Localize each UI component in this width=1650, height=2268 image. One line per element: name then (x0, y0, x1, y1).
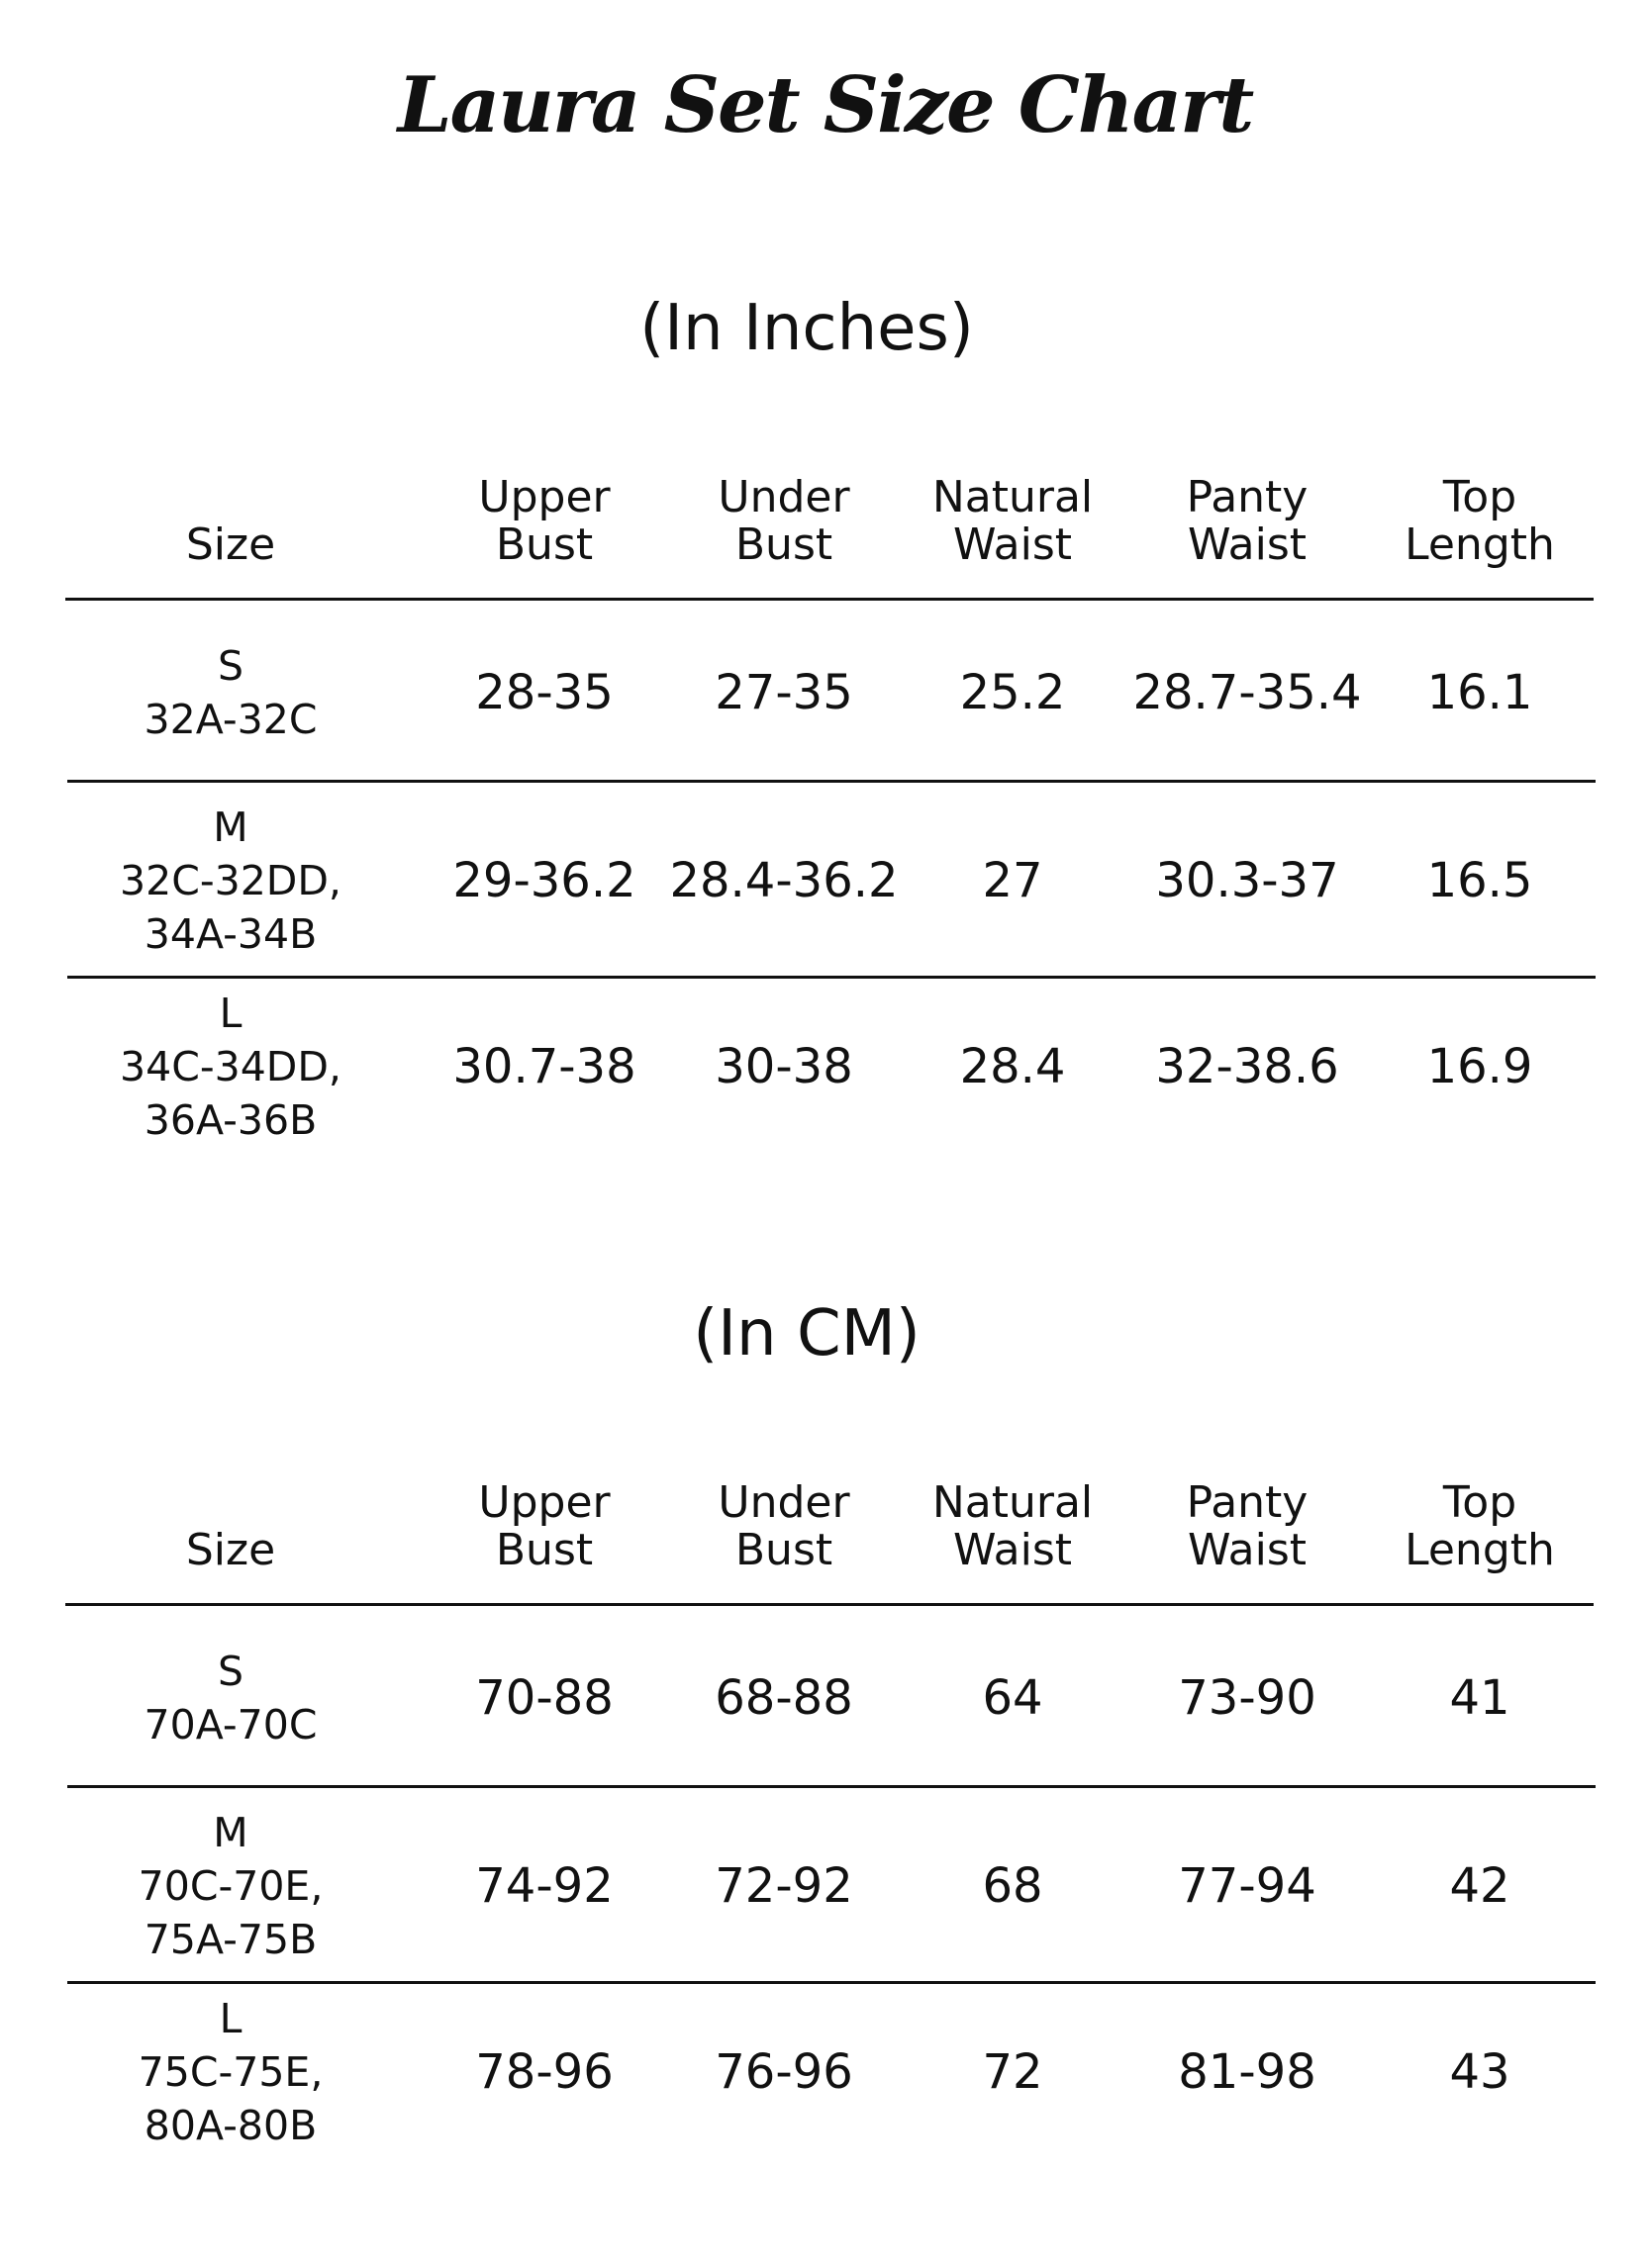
measurement-cell (715, 1041, 852, 1092)
measurement-value: 25.2 (959, 665, 1066, 720)
column-header-line: Waist (952, 1525, 1073, 1575)
size-cell-line: L (219, 990, 243, 1037)
column-header-line: Bust (734, 1525, 833, 1575)
measurement-value: 16.9 (1426, 1039, 1533, 1094)
column-header (478, 474, 610, 569)
size-cell-line: M (213, 1809, 248, 1856)
measurement-cell (715, 667, 852, 718)
measurement-value: 68 (982, 1858, 1043, 1914)
measurement-cell (960, 1041, 1066, 1092)
table-subtitle: (In CM) (693, 1297, 921, 1370)
measurement-value: 64 (982, 1670, 1043, 1726)
column-header-line: Top (1442, 472, 1517, 522)
size-cell (120, 987, 341, 1147)
column-header-line: Natural (931, 1477, 1094, 1528)
measurement-cell (1427, 855, 1533, 906)
measurement-value: 73-90 (1178, 1670, 1316, 1726)
measurement-value: 29-36.2 (452, 853, 636, 908)
column-header-line: Upper (478, 472, 611, 522)
measurement-value: 32-38.6 (1155, 1039, 1339, 1094)
column-header-line: Bust (495, 1525, 594, 1575)
column-header (718, 1479, 849, 1574)
measurement-value: 16.5 (1426, 853, 1533, 908)
column-header-line: Under (718, 1477, 850, 1528)
column-header-line: Length (1405, 520, 1555, 570)
measurement-cell (1449, 2046, 1509, 2098)
column-header-line: Waist (1187, 1525, 1308, 1575)
row-divider (67, 1785, 1596, 1788)
measurement-value: 72-92 (715, 1858, 853, 1914)
measurement-value: 76-96 (715, 2044, 853, 2100)
measurement-value: 28.7-35.4 (1132, 665, 1362, 720)
measurement-cell (475, 1860, 613, 1912)
measurement-cell (475, 1672, 613, 1724)
measurement-cell (960, 667, 1066, 718)
measurement-cell (669, 855, 898, 906)
column-header-line: Top (1442, 1477, 1517, 1528)
measurement-cell (715, 2046, 852, 2098)
column-header (1405, 474, 1555, 569)
measurement-cell (452, 855, 635, 906)
measurement-cell (715, 1860, 852, 1912)
size-cell-line: S (217, 1648, 244, 1695)
size-cell-line: 75A-75B (144, 1916, 318, 1963)
size-cell-line: 32A-32C (144, 696, 318, 743)
size-cell (145, 639, 318, 746)
measurement-cell (475, 2046, 613, 2098)
measurement-value: 81-98 (1178, 2044, 1316, 2100)
measurement-value: 68-88 (715, 1670, 853, 1726)
measurement-cell (715, 1672, 852, 1724)
column-header-line: Length (1405, 1525, 1555, 1575)
column-header-line: Waist (1187, 520, 1308, 570)
column-header (1405, 1479, 1555, 1574)
measurement-cell (1178, 2046, 1315, 2098)
measurement-cell (982, 855, 1042, 906)
column-header (932, 1479, 1093, 1574)
measurement-value: 27 (982, 853, 1043, 908)
measurement-cell (1427, 667, 1533, 718)
column-header (478, 1479, 610, 1574)
size-cell-line: 32C-32DD, (120, 857, 341, 904)
column-header (186, 521, 275, 569)
measurement-value: 28.4-36.2 (669, 853, 899, 908)
row-divider (67, 780, 1596, 783)
column-header-line: Bust (495, 520, 594, 570)
size-cell-line: 75C-75E, (138, 2048, 324, 2096)
measurement-cell (1178, 1860, 1315, 1912)
size-cell-line: 34A-34B (144, 910, 318, 958)
size-cell (139, 1806, 324, 1966)
measurement-value: 16.1 (1426, 665, 1533, 720)
row-divider (67, 1981, 1596, 1984)
column-header-line: Under (718, 472, 850, 522)
measurement-value: 30.7-38 (452, 1039, 636, 1094)
page-title: Laura Set Size Chart (397, 60, 1253, 150)
measurement-cell (1449, 1860, 1509, 1912)
column-header-line: Panty (1186, 472, 1309, 522)
column-header-line: Size (185, 1525, 276, 1575)
size-cell-line: 70A-70C (144, 1701, 318, 1748)
measurement-cell (982, 2046, 1042, 2098)
measurement-value: 43 (1449, 2044, 1510, 2100)
column-header (932, 474, 1093, 569)
measurement-value: 28-35 (475, 665, 614, 720)
measurement-cell (982, 1860, 1042, 1912)
size-cell-line: 34C-34DD, (120, 1043, 341, 1090)
measurement-value: 30.3-37 (1155, 853, 1339, 908)
measurement-value: 30-38 (715, 1039, 853, 1094)
size-cell-line: M (213, 803, 248, 851)
measurement-value: 77-94 (1178, 1858, 1316, 1914)
row-divider (67, 976, 1596, 979)
table-subtitle: (In Inches) (639, 292, 974, 365)
size-cell-line: 36A-36B (144, 1096, 318, 1144)
measurement-cell (1155, 855, 1338, 906)
column-header-line: Bust (734, 520, 833, 570)
column-header (1187, 1479, 1309, 1574)
column-header-line: Waist (952, 520, 1073, 570)
measurement-cell (1427, 1041, 1533, 1092)
measurement-cell (1155, 1041, 1338, 1092)
measurement-value: 72 (982, 2044, 1043, 2100)
size-cell (120, 801, 341, 961)
measurement-cell (1132, 667, 1361, 718)
measurement-cell (1449, 1672, 1509, 1724)
size-cell (139, 1992, 324, 2152)
column-header-line: Natural (931, 472, 1094, 522)
measurement-cell (982, 1672, 1042, 1724)
header-divider (65, 1603, 1594, 1606)
column-header (1187, 474, 1309, 569)
size-cell-line: L (219, 1995, 243, 2042)
measurement-value: 74-92 (475, 1858, 614, 1914)
measurement-cell (452, 1041, 635, 1092)
size-cell (145, 1645, 318, 1751)
column-header-line: Upper (478, 1477, 611, 1528)
column-header-line: Size (185, 520, 276, 570)
measurement-value: 78-96 (475, 2044, 614, 2100)
column-header (186, 1527, 275, 1574)
column-header-line: Panty (1186, 1477, 1309, 1528)
measurement-cell (475, 667, 613, 718)
measurement-value: 42 (1449, 1858, 1510, 1914)
measurement-value: 28.4 (959, 1039, 1066, 1094)
measurement-value: 41 (1449, 1670, 1510, 1726)
measurement-value: 27-35 (715, 665, 853, 720)
size-cell-line: 80A-80B (144, 2102, 318, 2149)
size-cell-line: 70C-70E, (138, 1862, 324, 1910)
size-cell-line: S (217, 642, 244, 690)
measurement-cell (1178, 1672, 1315, 1724)
header-divider (65, 598, 1594, 601)
column-header (718, 474, 849, 569)
measurement-value: 70-88 (475, 1670, 614, 1726)
